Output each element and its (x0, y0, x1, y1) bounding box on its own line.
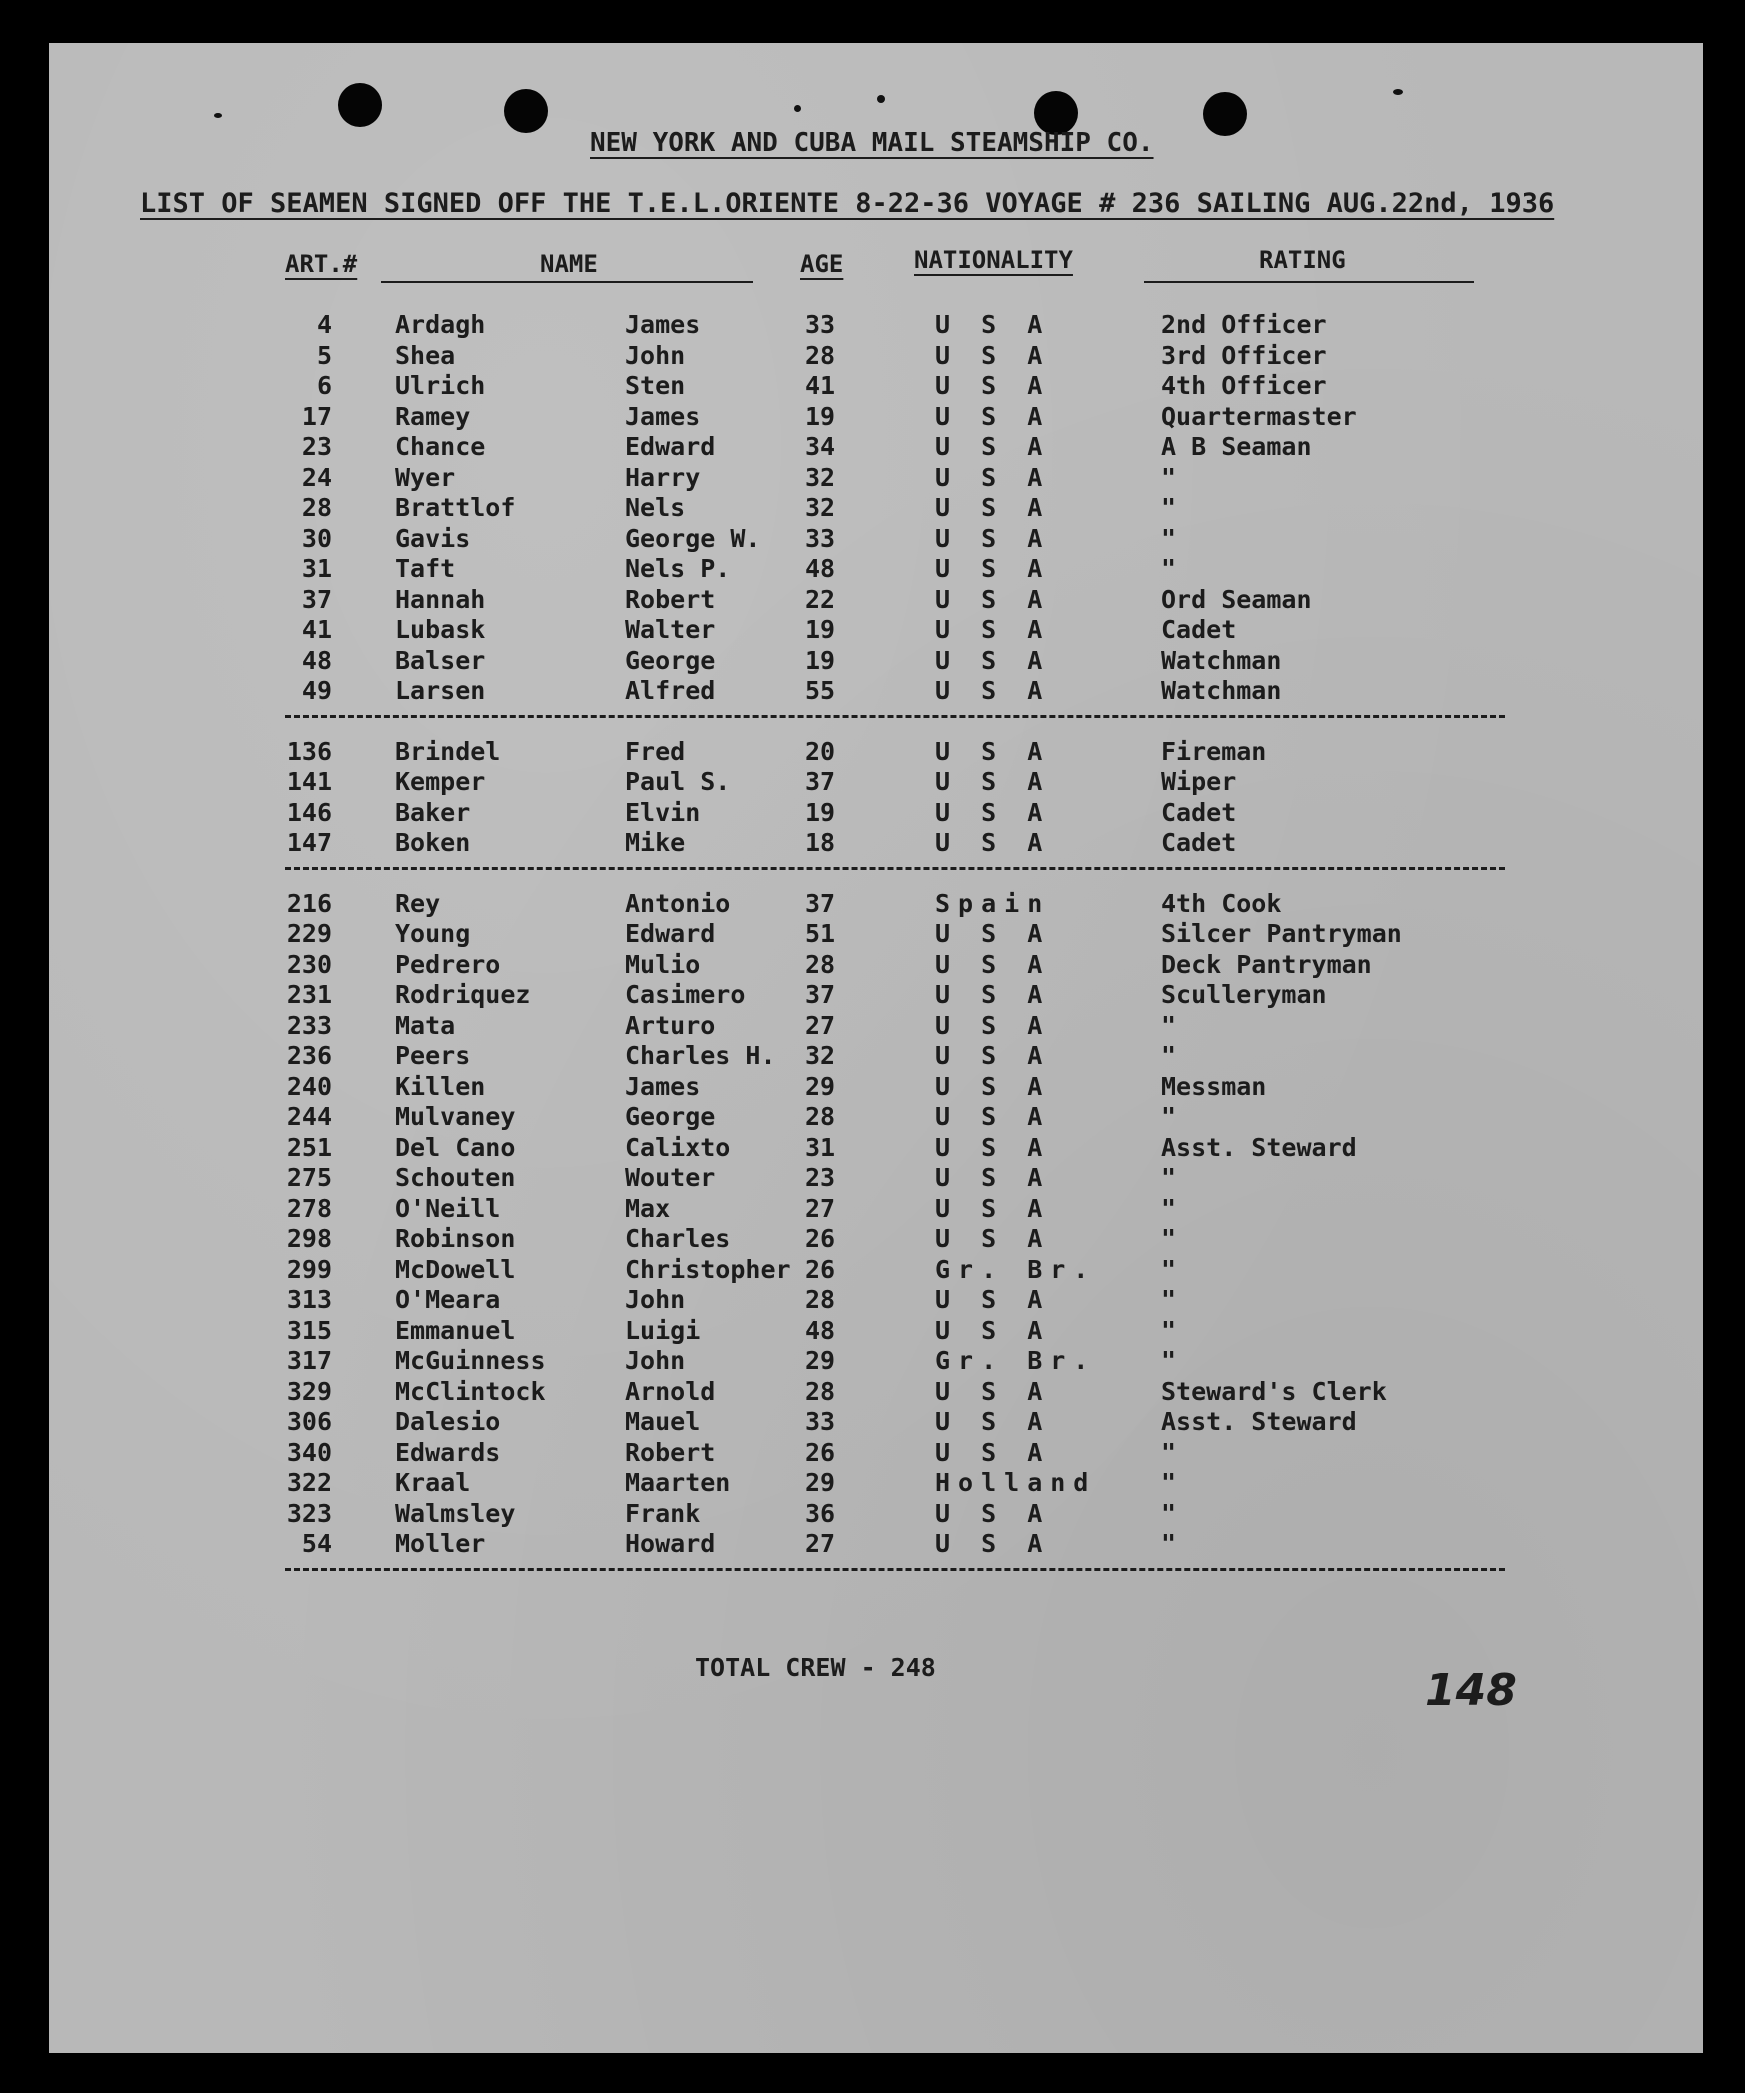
nationality: Holland (935, 1468, 1097, 1497)
table-row (0, 798, 1745, 828)
rating: " (1161, 1041, 1177, 1070)
art-number: 230 (286, 949, 332, 979)
punch-hole (338, 83, 382, 127)
last-name: Del Cano (395, 1132, 516, 1162)
table-row (0, 1041, 1745, 1071)
art-number: 41 (301, 615, 332, 644)
age: 32 (805, 462, 836, 492)
last-name: Ulrich (395, 371, 486, 400)
age: 29 (805, 1071, 836, 1101)
table-row (0, 1316, 1745, 1346)
age: 19 (805, 797, 836, 827)
age: 28 (805, 949, 836, 979)
age: 51 (805, 919, 836, 948)
nationality: U S A (935, 1163, 1051, 1192)
table-row (0, 1102, 1745, 1132)
first-name: Howard (625, 1529, 716, 1558)
section-divider (285, 715, 1505, 718)
first-name: George (625, 1102, 716, 1131)
rating: Quartermaster (1161, 401, 1357, 431)
first-name: George W. (625, 523, 761, 553)
age: 34 (805, 432, 836, 461)
first-name: Mulio (625, 949, 701, 979)
nationality: U S A (935, 676, 1051, 705)
section-divider (285, 1568, 1505, 1571)
nationality: U S A (935, 1224, 1051, 1253)
nationality: U S A (935, 1407, 1051, 1436)
table-row (0, 676, 1745, 706)
table-row (0, 1011, 1745, 1041)
first-name: John (625, 1285, 686, 1314)
first-name: Mike (625, 828, 686, 857)
col-header-name: NAME (540, 250, 598, 278)
last-name: Rodriquez (395, 980, 531, 1009)
last-name: Brindel (395, 736, 501, 766)
art-number: 329 (286, 1376, 332, 1406)
art-number: 317 (286, 1346, 332, 1375)
first-name: Wouter (625, 1163, 716, 1192)
table-row (0, 341, 1745, 371)
punch-hole (1203, 92, 1247, 136)
rating: A B Seaman (1161, 432, 1312, 461)
art-number: 24 (301, 462, 332, 492)
nationality: U S A (935, 462, 1051, 492)
age: 20 (805, 736, 836, 766)
first-name: Harry (625, 462, 701, 492)
age: 29 (805, 1346, 836, 1375)
nationality: U S A (935, 493, 1051, 522)
first-name: Edward (625, 432, 716, 461)
page-number: 148 (1425, 1665, 1517, 1716)
first-name: James (625, 1071, 701, 1101)
last-name: Boken (395, 828, 471, 857)
nationality: U S A (935, 371, 1051, 400)
header-rule (1144, 281, 1474, 283)
table-row (0, 1194, 1745, 1224)
age: 55 (805, 676, 836, 705)
section-divider (285, 867, 1505, 870)
last-name: McGuinness (395, 1346, 546, 1375)
last-name: Shea (395, 340, 456, 370)
first-name: Antonio (625, 888, 731, 918)
first-name: Sten (625, 371, 686, 400)
ink-speck (877, 95, 885, 103)
rating: " (1161, 1254, 1177, 1284)
first-name: Robert (625, 584, 716, 614)
first-name: Edward (625, 919, 716, 948)
age: 33 (805, 523, 836, 553)
nationality: U S A (935, 736, 1051, 766)
rating: Deck Pantryman (1161, 949, 1372, 979)
age: 36 (805, 1498, 836, 1528)
art-number: 278 (286, 1193, 332, 1223)
last-name: Moller (395, 1529, 486, 1558)
last-name: Robinson (395, 1224, 516, 1253)
art-number: 313 (286, 1285, 332, 1314)
first-name: Arnold (625, 1376, 716, 1406)
age: 27 (805, 1010, 836, 1040)
first-name: Frank (625, 1498, 701, 1528)
table-row (0, 402, 1745, 432)
last-name: Kemper (395, 767, 486, 796)
table-row (0, 1377, 1745, 1407)
art-number: 30 (301, 523, 332, 553)
art-number: 28 (301, 493, 332, 522)
nationality: U S A (935, 1376, 1051, 1406)
table-row (0, 1255, 1745, 1285)
col-header-age: AGE (800, 250, 844, 278)
first-name: Robert (625, 1437, 716, 1467)
last-name: O'Neill (395, 1193, 501, 1223)
first-name: Charles (625, 1224, 731, 1253)
first-name: Calixto (625, 1132, 731, 1162)
rating: Ord Seaman (1161, 584, 1312, 614)
age: 28 (805, 340, 836, 370)
table-row (0, 980, 1745, 1010)
age: 26 (805, 1254, 836, 1284)
first-name: Paul S. (625, 767, 731, 796)
table-row (0, 1438, 1745, 1468)
nationality: U S A (935, 1041, 1051, 1070)
art-number: 233 (286, 1010, 332, 1040)
first-name: Nels (625, 493, 686, 522)
nationality: U S A (935, 797, 1051, 827)
rating: Wiper (1161, 767, 1237, 796)
table-row (0, 432, 1745, 462)
table-row (0, 1133, 1745, 1163)
table-row (0, 1499, 1745, 1529)
art-number: 298 (286, 1224, 332, 1253)
nationality: U S A (935, 1315, 1051, 1345)
age: 37 (805, 888, 836, 918)
rating: " (1161, 493, 1177, 522)
rating: Sculleryman (1161, 980, 1327, 1009)
rating: " (1161, 1346, 1177, 1375)
art-number: 236 (286, 1041, 332, 1070)
art-number: 322 (286, 1468, 332, 1497)
last-name: Peers (395, 1041, 471, 1070)
last-name: Walmsley (395, 1498, 516, 1528)
rating: " (1161, 462, 1177, 492)
age: 28 (805, 1285, 836, 1314)
age: 28 (805, 1376, 836, 1406)
art-number: 275 (286, 1163, 332, 1192)
table-row (0, 737, 1745, 767)
rating: Messman (1161, 1071, 1267, 1101)
rating: Cadet (1161, 797, 1237, 827)
last-name: Hannah (395, 584, 486, 614)
art-number: 299 (286, 1254, 332, 1284)
art-number: 231 (286, 980, 332, 1009)
table-row (0, 646, 1745, 676)
nationality: U S A (935, 401, 1051, 431)
art-number: 306 (286, 1407, 332, 1436)
last-name: O'Meara (395, 1285, 501, 1314)
table-row (0, 889, 1745, 919)
nationality: Gr. Br. (935, 1346, 1097, 1375)
last-name: Killen (395, 1071, 486, 1101)
ink-speck (214, 113, 222, 118)
nationality: U S A (935, 523, 1051, 553)
table-row (0, 1468, 1745, 1498)
last-name: Edwards (395, 1437, 501, 1467)
art-number: 23 (301, 432, 332, 461)
nationality: U S A (935, 767, 1051, 796)
col-header-nationality: NATIONALITY (914, 246, 1073, 274)
last-name: Mata (395, 1010, 456, 1040)
table-row (0, 310, 1745, 340)
last-name: Chance (395, 432, 486, 461)
rating: Cadet (1161, 828, 1237, 857)
table-row (0, 950, 1745, 980)
table-row (0, 371, 1745, 401)
first-name: Casimero (625, 980, 746, 1009)
art-number: 315 (286, 1315, 332, 1345)
last-name: Baker (395, 797, 471, 827)
age: 48 (805, 554, 836, 583)
art-number: 323 (286, 1498, 332, 1528)
rating: " (1161, 1224, 1177, 1253)
rating: " (1161, 1498, 1177, 1528)
age: 22 (805, 584, 836, 614)
table-row (0, 493, 1745, 523)
age: 31 (805, 1132, 836, 1162)
art-number: 5 (316, 340, 332, 370)
table-row (0, 554, 1745, 584)
rating: 3rd Officer (1161, 340, 1327, 370)
nationality: U S A (935, 828, 1051, 857)
nationality: U S A (935, 949, 1051, 979)
last-name: Kraal (395, 1468, 471, 1497)
first-name: James (625, 401, 701, 431)
age: 27 (805, 1193, 836, 1223)
rating: " (1161, 1468, 1177, 1497)
art-number: 54 (301, 1529, 332, 1558)
nationality: U S A (935, 645, 1051, 675)
last-name: Schouten (395, 1163, 516, 1192)
last-name: Larsen (395, 676, 486, 705)
table-row (0, 1529, 1745, 1559)
first-name: John (625, 340, 686, 370)
art-number: 216 (286, 888, 332, 918)
table-row (0, 1224, 1745, 1254)
rating: 4th Cook (1161, 888, 1282, 918)
rating: " (1161, 1010, 1177, 1040)
first-name: Fred (625, 736, 686, 766)
age: 26 (805, 1437, 836, 1467)
list-subtitle: LIST OF SEAMEN SIGNED OFF THE T.E.L.ORIENTE 8-22-36 VOYAGE # 236 SAILING AUG.22nd, 1936 (140, 188, 1555, 219)
art-number: 244 (286, 1102, 332, 1131)
nationality: U S A (935, 340, 1051, 370)
art-number: 49 (301, 676, 332, 705)
last-name: Pedrero (395, 949, 501, 979)
last-name: Young (395, 919, 471, 948)
age: 28 (805, 1102, 836, 1131)
last-name: Brattlof (395, 493, 516, 522)
table-row (0, 524, 1745, 554)
art-number: 141 (286, 767, 332, 796)
art-number: 48 (301, 645, 332, 675)
nationality: U S A (935, 1010, 1051, 1040)
last-name: Balser (395, 645, 486, 675)
age: 37 (805, 767, 836, 796)
art-number: 17 (301, 401, 332, 431)
col-header-rating: RATING (1259, 246, 1346, 274)
art-number: 6 (316, 371, 332, 400)
age: 33 (805, 1407, 836, 1436)
age: 41 (805, 371, 836, 400)
table-row (0, 1285, 1745, 1315)
first-name: Max (625, 1193, 671, 1223)
first-name: Arturo (625, 1010, 716, 1040)
age: 37 (805, 980, 836, 1009)
rating: " (1161, 523, 1177, 553)
last-name: Wyer (395, 462, 456, 492)
nationality: U S A (935, 1102, 1051, 1131)
age: 48 (805, 1315, 836, 1345)
first-name: Christopher (625, 1254, 791, 1284)
header-rule (381, 281, 753, 283)
age: 23 (805, 1163, 836, 1192)
punch-hole (504, 89, 548, 133)
art-number: 251 (286, 1132, 332, 1162)
nationality: U S A (935, 615, 1051, 644)
last-name: Ramey (395, 401, 471, 431)
art-number: 37 (301, 584, 332, 614)
art-number: 340 (286, 1437, 332, 1467)
art-number: 240 (286, 1071, 332, 1101)
age: 18 (805, 828, 836, 857)
table-row (0, 1163, 1745, 1193)
rating: " (1161, 1163, 1177, 1192)
table-row (0, 828, 1745, 858)
age: 19 (805, 645, 836, 675)
company-title: NEW YORK AND CUBA MAIL STEAMSHIP CO. (590, 128, 1154, 158)
last-name: Ardagh (395, 310, 486, 339)
first-name: Charles H. (625, 1041, 776, 1070)
art-number: 136 (286, 736, 332, 766)
first-name: Walter (625, 615, 716, 644)
rating: " (1161, 1315, 1177, 1345)
age: 26 (805, 1224, 836, 1253)
first-name: Elvin (625, 797, 701, 827)
table-row (0, 919, 1745, 949)
nationality: U S A (935, 1132, 1051, 1162)
nationality: Spain (935, 888, 1051, 918)
rating: " (1161, 1285, 1177, 1314)
nationality: U S A (935, 919, 1051, 948)
nationality: U S A (935, 980, 1051, 1009)
rating: Cadet (1161, 615, 1237, 644)
table-row (0, 767, 1745, 797)
table-row (0, 615, 1745, 645)
col-header-art: ART.# (285, 250, 358, 278)
rating: Asst. Steward (1161, 1132, 1357, 1162)
rating: Asst. Steward (1161, 1407, 1357, 1436)
first-name: Alfred (625, 676, 716, 705)
age: 19 (805, 401, 836, 431)
rating: 2nd Officer (1161, 310, 1327, 339)
age: 32 (805, 493, 836, 522)
rating: " (1161, 1193, 1177, 1223)
rating: " (1161, 554, 1177, 583)
nationality: U S A (935, 1498, 1051, 1528)
nationality: U S A (935, 432, 1051, 461)
art-number: 229 (286, 919, 332, 948)
last-name: McDowell (395, 1254, 516, 1284)
rating: " (1161, 1102, 1177, 1131)
last-name: Mulvaney (395, 1102, 516, 1131)
art-number: 147 (286, 828, 332, 857)
table-row (0, 1072, 1745, 1102)
last-name: Emmanuel (395, 1315, 516, 1345)
last-name: McClintock (395, 1376, 546, 1406)
age: 29 (805, 1468, 836, 1497)
nationality: U S A (935, 1071, 1051, 1101)
first-name: Luigi (625, 1315, 701, 1345)
rating: Watchman (1161, 676, 1282, 705)
table-row (0, 1346, 1745, 1376)
age: 27 (805, 1529, 836, 1558)
last-name: Lubask (395, 615, 486, 644)
age: 19 (805, 615, 836, 644)
last-name: Gavis (395, 523, 471, 553)
rating: Fireman (1161, 736, 1267, 766)
rating: " (1161, 1437, 1177, 1467)
rating: Steward's Clerk (1161, 1376, 1387, 1406)
age: 33 (805, 310, 836, 339)
age: 32 (805, 1041, 836, 1070)
nationality: U S A (935, 554, 1051, 583)
nationality: U S A (935, 1193, 1051, 1223)
rating: " (1161, 1529, 1177, 1558)
art-number: 146 (286, 797, 332, 827)
nationality: U S A (935, 1437, 1051, 1467)
last-name: Dalesio (395, 1407, 501, 1436)
last-name: Taft (395, 554, 456, 583)
first-name: Mauel (625, 1407, 701, 1436)
total-crew: TOTAL CREW - 248 (695, 1653, 936, 1682)
nationality: U S A (935, 1529, 1051, 1558)
first-name: James (625, 310, 701, 339)
table-row (0, 1407, 1745, 1437)
rating: Silcer Pantryman (1161, 919, 1402, 948)
first-name: John (625, 1346, 686, 1375)
rating: Watchman (1161, 645, 1282, 675)
art-number: 31 (301, 554, 332, 583)
nationality: Gr. Br. (935, 1254, 1097, 1284)
nationality: U S A (935, 1285, 1051, 1314)
table-row (0, 463, 1745, 493)
nationality: U S A (935, 584, 1051, 614)
ink-speck (794, 105, 801, 112)
last-name: Rey (395, 888, 441, 918)
ink-speck (1393, 89, 1403, 95)
nationality: U S A (935, 310, 1051, 339)
first-name: Nels P. (625, 554, 731, 583)
art-number: 4 (316, 310, 332, 339)
table-row (0, 585, 1745, 615)
rating: 4th Officer (1161, 371, 1327, 400)
first-name: George (625, 645, 716, 675)
first-name: Maarten (625, 1468, 731, 1497)
